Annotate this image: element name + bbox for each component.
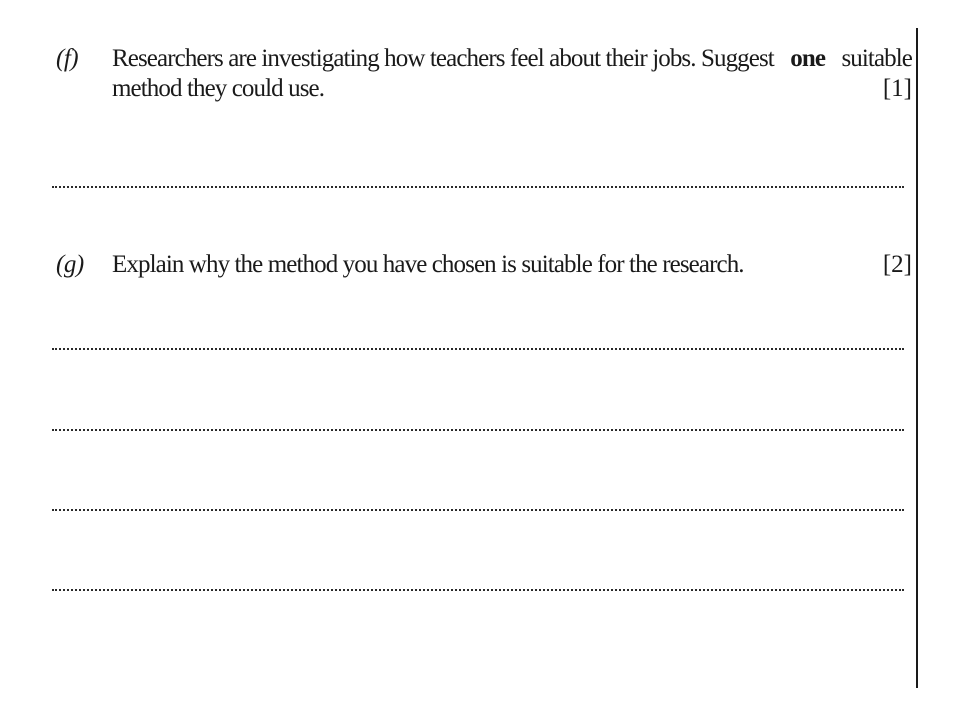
question-f-line1 xyxy=(112,44,912,74)
answer-line-f-1[interactable] xyxy=(52,186,904,188)
question-f-text-line2: method they could use. xyxy=(112,75,325,102)
answer-line-g-4[interactable] xyxy=(52,589,904,591)
question-g-body xyxy=(112,250,912,280)
question-f-text-after: suitable xyxy=(841,45,912,72)
answer-line-g-3[interactable] xyxy=(52,509,904,511)
question-g-label: (g) xyxy=(56,251,84,278)
question-f xyxy=(56,44,912,104)
answer-line-g-2[interactable] xyxy=(52,429,904,431)
question-f-emphasis: one xyxy=(790,45,826,72)
question-f-label: (f) xyxy=(56,45,79,72)
question-f-marks: [1] xyxy=(882,75,912,102)
question-f-text-before: Researchers are investigating how teachers feel about their jobs. Suggest xyxy=(112,45,774,72)
question-g-marks: [2] xyxy=(882,251,912,278)
question-g-text: Explain why the method you have chosen is suitable for the research. xyxy=(112,251,744,278)
question-f-body xyxy=(112,44,912,104)
question-g-line1 xyxy=(112,250,912,280)
page-margin-rule xyxy=(916,28,918,688)
answer-line-g-1[interactable] xyxy=(52,348,904,350)
question-f-line2 xyxy=(112,74,912,104)
question-g xyxy=(56,250,912,280)
